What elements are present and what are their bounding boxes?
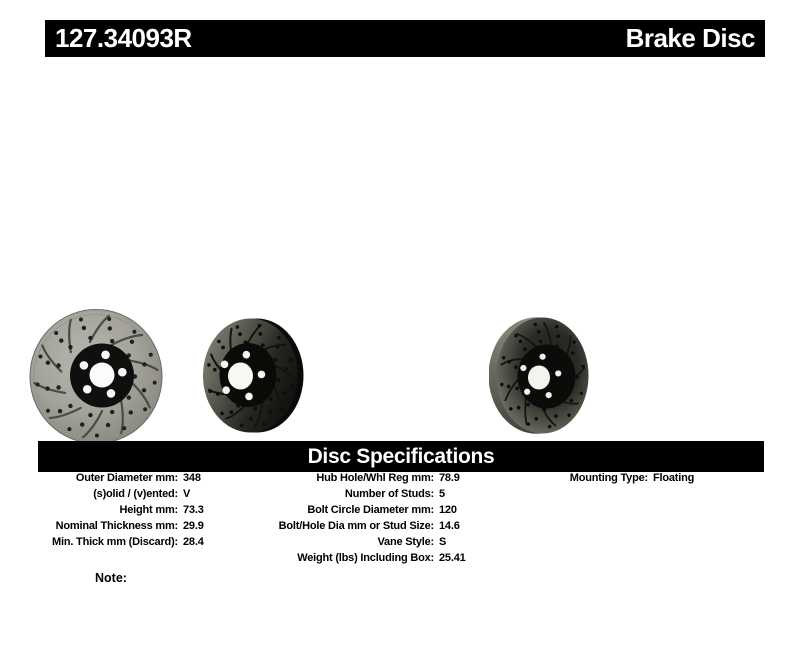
spec-label: Weight (lbs) Including Box: <box>297 552 434 564</box>
note-label: Note: <box>95 571 127 585</box>
spec-label: Bolt Circle Diameter mm: <box>307 504 434 516</box>
spec-column-hub-bolt <box>272 470 466 566</box>
spec-label: (s)olid / (v)ented: <box>93 488 178 500</box>
spec-label: Bolt/Hole Dia mm or Stud Size: <box>278 520 434 532</box>
spec-value: Floating <box>653 472 695 484</box>
header-bar <box>45 20 765 57</box>
spec-value: V <box>183 488 191 500</box>
spec-value: 28.4 <box>183 536 204 548</box>
spec-label: Height mm: <box>119 504 178 516</box>
spec-label: Min. Thick mm (Discard): <box>52 536 178 548</box>
spec-row <box>272 550 466 566</box>
spec-value: 78.9 <box>439 472 460 484</box>
brake-disc-image-angled-view <box>202 316 304 435</box>
spec-value: 73.3 <box>183 504 204 516</box>
spec-row <box>272 502 466 518</box>
spec-value: 348 <box>183 472 201 484</box>
brake-disc-image-three-quarter-view <box>489 315 589 436</box>
spec-label: Outer Diameter mm: <box>75 472 178 484</box>
spec-label: Number of Studs: <box>344 488 434 500</box>
part-number: 127.34093R <box>55 23 192 53</box>
spec-column-dimensions <box>38 470 204 550</box>
spec-row <box>548 470 694 486</box>
spec-row <box>272 486 466 502</box>
spec-label: Vane Style: <box>377 536 434 548</box>
spec-row <box>38 470 204 486</box>
spec-label: Mounting Type: <box>569 472 648 484</box>
spec-value: 25.41 <box>439 552 466 564</box>
spec-row <box>38 502 204 518</box>
spec-section-header <box>38 441 764 472</box>
spec-value: 14.6 <box>439 520 460 532</box>
spec-value: 29.9 <box>183 520 204 532</box>
spec-row <box>38 518 204 534</box>
spec-label: Nominal Thickness mm: <box>55 520 178 532</box>
spec-row <box>38 486 204 502</box>
spec-value: S <box>439 536 447 548</box>
product-type: Brake Disc <box>625 23 755 53</box>
brake-disc-image-front-view <box>28 308 164 445</box>
spec-row <box>38 534 204 550</box>
spec-row <box>272 534 466 550</box>
spec-column-mounting <box>548 470 694 486</box>
spec-row <box>272 470 466 486</box>
spec-section-title: Disc Specifications <box>307 444 495 468</box>
spec-value: 120 <box>439 504 457 516</box>
spec-row <box>272 518 466 534</box>
spec-value: 5 <box>439 488 445 500</box>
spec-label: Hub Hole/Whl Reg mm: <box>316 472 434 484</box>
